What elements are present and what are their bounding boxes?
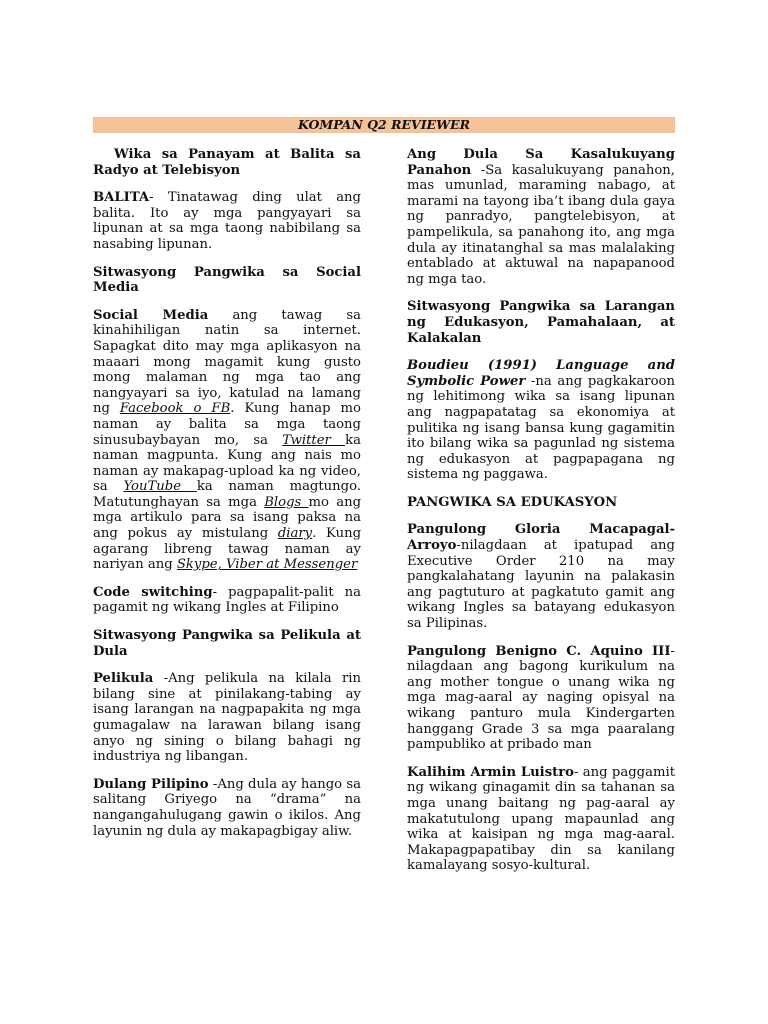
term-social-media: Social Media bbox=[93, 307, 209, 323]
heading-edukasyon-pamahalaan-kalakalan: Sitwasyong Pangwika sa Larangan ng Edukasyon, Pamahalaan, at Kalakalan bbox=[407, 299, 675, 346]
term-balita: BALITA bbox=[93, 190, 150, 206]
paragraph-arroyo bbox=[407, 522, 675, 631]
definition-arroyo: -nilagdaan at ipatupad ang Executive Order 210 na may pangkalahatang layunin na palakasin ang pagtuturo at pagkatuto gamit ang wikang Ingles sa batayang edukasyon sa Pilipinas. bbox=[407, 538, 675, 632]
term-arroyo: Pangulong Gloria Macapagal-Arroyo bbox=[407, 522, 675, 554]
paragraph-social-media bbox=[93, 308, 361, 573]
definition-balita: - Tinatawag ding ulat ang balita. Ito ay mga pangyayari sa lipunan at sa mga taong nabibilang sa nasabing lipunan. bbox=[93, 190, 361, 252]
paragraph-code-switching bbox=[93, 585, 361, 616]
reviewer-title-banner: KOMPAN Q2 REVIEWER bbox=[93, 117, 675, 133]
link-youtube: YouTube bbox=[123, 479, 197, 495]
term-dula-kasalukuyan: Ang Dula Sa Kasalukuyang Panahon bbox=[407, 147, 675, 178]
link-facebook: Facebook o FB bbox=[119, 401, 231, 417]
paragraph-dulang-pilipino bbox=[93, 777, 361, 839]
heading-pelikula-dula: Sitwasyong Pangwika sa Pelikula at Dula bbox=[93, 628, 361, 659]
definition-pelikula: -Ang pelikula na kilala rin bilang sine at pinilakang-tabing ay isang larangan na nagpapakita ng mga gumagalaw na larawan bilang isang anyo ng sining o bilang bahagi ng industriya ng libangan. bbox=[93, 671, 361, 765]
paragraph-aquino bbox=[407, 644, 675, 753]
definition-dula-kasalukuyan: -Sa kasalukuyang panahon, mas umunlad, maraming nabago, at marami na tayong iba’t ibang dula gaya ng panradyo, pangtelebisyon, at pampelikula, sa panahong ito, ang mga dula ay itinatanghal sa mas malalaking entablado at aktuwal na napapanood ng mga tao. bbox=[407, 162, 675, 287]
left-column bbox=[93, 147, 361, 851]
text-segment: ka naman magpunta. Kung ang nais mo naman ay makapag-upload ka ng video, sa bbox=[93, 432, 361, 495]
text-segment: . Kung hanap mo naman ay balita sa mga taong sinusubaybayan mo, sa bbox=[93, 401, 361, 448]
link-skype-viber-messenger: Skype, Viber at Messenger bbox=[176, 557, 358, 573]
term-dulang-pilipino: Dulang Pilipino bbox=[93, 776, 209, 792]
text-segment: ka naman magtungo. Matutunghayan sa mga bbox=[93, 479, 361, 510]
heading-social-media: Sitwasyong Pangwika sa Social Media bbox=[93, 264, 361, 296]
paragraph-pelikula bbox=[93, 671, 361, 765]
paragraph-luistro bbox=[407, 765, 675, 874]
text-segment: ang tawag sa kinahihiligan natin sa internet. Sapagkat dito may mga aplikasyon na maaari mong magamit kung gusto mong malaman ng mga tao ang nangyayari sa iyo, katulad na lamang ng bbox=[93, 307, 361, 417]
link-twitter: Twitter bbox=[282, 432, 346, 448]
term-code-switching: Code switching bbox=[93, 584, 213, 600]
definition-luistro: - ang paggamit ng wikang ginagamit din sa tahanan sa mga unang baitang ng pag-aaral ay makatutulong upang mapaunlad ang wika at kaisipan ng mga mag-aaral. Makapagpapatibay din sa kanilang kamalayang sosyo-kultural. bbox=[407, 764, 675, 874]
heading-panayam-balita bbox=[93, 147, 361, 178]
paragraph-balita bbox=[93, 190, 361, 252]
link-diary: diary bbox=[277, 526, 313, 542]
definition-code-switching: - pagpapalit-palit na pagamit ng wikang Ingles at Filipino bbox=[93, 584, 362, 616]
right-column bbox=[407, 147, 675, 886]
definition-dulang-pilipino: -Ang dula ay hango sa salitang Griyego na “drama” na nangangahulugang gawin o ikilos. Ang layunin ng dula ay makapagbigay aliw. bbox=[93, 776, 361, 839]
term-luistro: Kalihim Armin Luistro bbox=[407, 764, 574, 780]
term-pelikula: Pelikula bbox=[93, 671, 154, 687]
text-segment: mo ang mga artikulo para sa isang paksa na ang pokus ay mistulang bbox=[93, 494, 362, 542]
definition-aquino: -nilagdaan ang bagong kurikulum na ang mother tongue o unang wika ng mga mag-aaral ay naging opisyal na wikang panturo mula Kindergarten hanggang Grade 3 sa mga paaralang pampubliko at pribado man bbox=[407, 643, 675, 753]
definition-boudieu: -na ang pagkakaroon ng lehitimong wika sa isang lipunan ang nagpapatatag sa ekonomiya at pulitika ng isang bansa kung gagamitin ito bilang wika sa pagunlad ng sistema ng edukasyon at pagpapagana ng sistema ng paggawa. bbox=[407, 373, 675, 483]
term-aquino: Pangulong Benigno C. Aquino III bbox=[407, 643, 671, 659]
paragraph-dula-kasalukuyan bbox=[407, 147, 675, 287]
text-segment: . Kung agarang libreng tawag naman ay nariyan ang bbox=[93, 526, 362, 573]
heading-text: Wika sa Panayam at Balita sa Radyo at Telebisyon bbox=[93, 147, 361, 178]
link-blogs: Blogs bbox=[264, 494, 309, 510]
heading-pangwika-edukasyon: PANGWIKA SA EDUKASYON bbox=[407, 494, 618, 510]
paragraph-boudieu bbox=[407, 358, 675, 483]
term-boudieu: Boudieu (1991) Language and Symbolic Power bbox=[407, 358, 675, 389]
